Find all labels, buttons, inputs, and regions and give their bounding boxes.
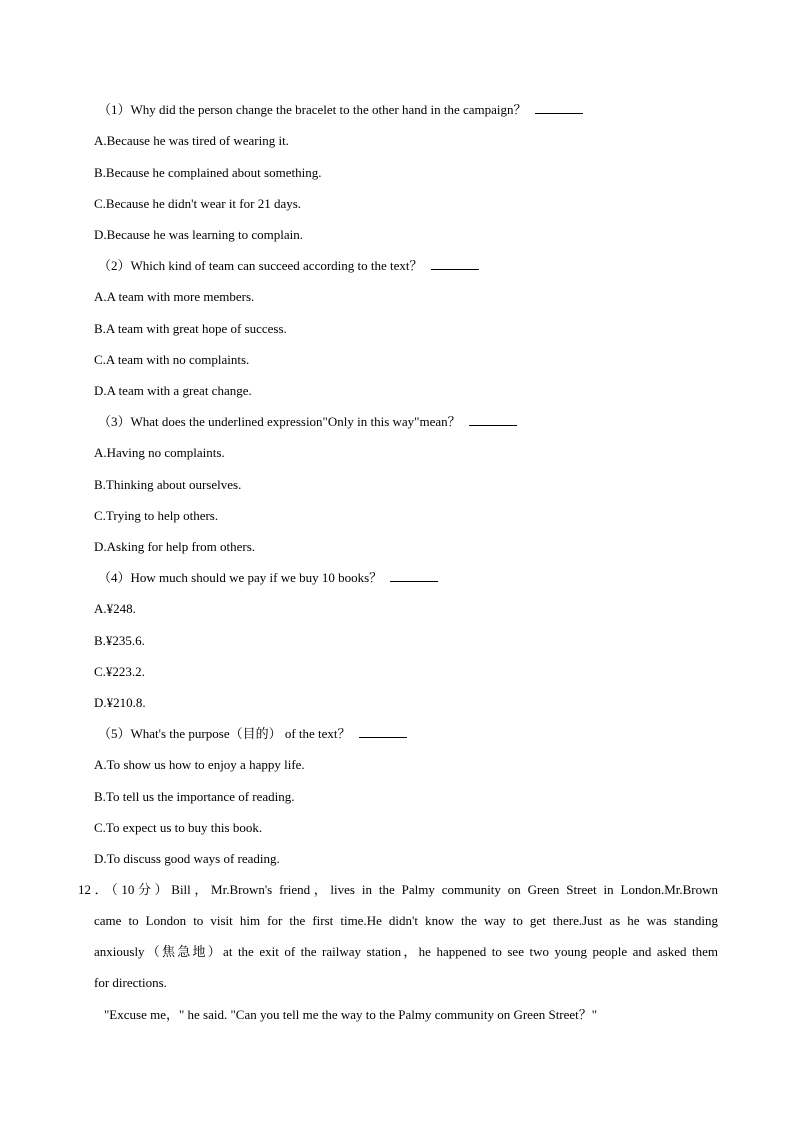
answer-blank-4[interactable] xyxy=(390,570,438,582)
question-4-option-c: C.¥223.2. xyxy=(94,664,145,679)
answer-blank-1[interactable] xyxy=(535,102,583,114)
question-2-option-c: C.A team with no complaints. xyxy=(94,352,250,367)
question-5-option-b: B.To tell us the importance of reading. xyxy=(94,789,295,804)
question-1-stem xyxy=(98,102,583,118)
question-5-stem xyxy=(98,726,407,742)
question-2-stem xyxy=(98,258,479,274)
passage-12-body xyxy=(94,913,718,991)
question-3-option-d: D.Asking for help from others. xyxy=(94,539,256,554)
question-4-option-b: B.¥235.6. xyxy=(94,633,145,648)
question-5-option-d: D.To discuss good ways of reading. xyxy=(94,851,280,866)
question-5-option-c: C.To expect us to buy this book. xyxy=(94,820,263,835)
question-2-option-d: D.A team with a great change. xyxy=(94,383,252,398)
answer-blank-5[interactable] xyxy=(359,726,407,738)
passage-line-3: anxiously（焦急地）at the exit of the railway station，he happened to see two young people and asked them xyxy=(94,944,718,959)
question-4-option-a: A.¥248. xyxy=(94,601,136,616)
question-1-option-c: C.Because he didn't wear it for 21 days. xyxy=(94,196,302,211)
question-5-text: （5）What's the purpose（目的） of the text？ xyxy=(98,726,351,741)
question-3-option-c: C.Trying to help others. xyxy=(94,508,219,523)
question-5-option-a: A.To show us how to enjoy a happy life. xyxy=(94,757,305,772)
question-2-option-b: B.A team with great hope of success. xyxy=(94,321,287,336)
question-4-option-d: D.¥210.8. xyxy=(94,695,146,710)
question-1-option-a: A.Because he was tired of wearing it. xyxy=(94,133,289,148)
question-2-option-a: A.A team with more members. xyxy=(94,289,255,304)
question-4-text: （4）How much should we pay if we buy 10 books？ xyxy=(98,570,383,585)
question-1-option-b: B.Because he complained about something. xyxy=(94,165,322,180)
passage-line-2: came to London to visit him for the first time.He didn't know the way to get there.Just as he was standing xyxy=(94,913,718,928)
passage-line-4: for directions. xyxy=(94,975,167,990)
answer-blank-2[interactable] xyxy=(431,258,479,270)
passage-dialogue-line: "Excuse me，" he said. "Can you tell me the way to the Palmy community on Green Street？" xyxy=(104,1007,598,1022)
question-1-option-d: D.Because he was learning to complain. xyxy=(94,227,304,242)
question-3-stem xyxy=(98,414,517,430)
question-3-option-b: B.Thinking about ourselves. xyxy=(94,477,242,492)
answer-blank-3[interactable] xyxy=(469,414,517,426)
passage-12 xyxy=(78,882,718,913)
question-3-option-a: A.Having no complaints. xyxy=(94,445,225,460)
question-2-text: （2）Which kind of team can succeed according to the text？ xyxy=(98,258,423,273)
question-4-stem xyxy=(98,570,438,586)
question-1-text: （1）Why did the person change the bracelet to the other hand in the campaign？ xyxy=(98,102,527,117)
passage-line-1: 12．（10分）Bill，Mr.Brown's friend，lives in the Palmy community on Green Street in London.Mr.Brown xyxy=(78,882,718,897)
question-3-text: （3）What does the underlined expression"Only in this way"mean？ xyxy=(98,414,461,429)
